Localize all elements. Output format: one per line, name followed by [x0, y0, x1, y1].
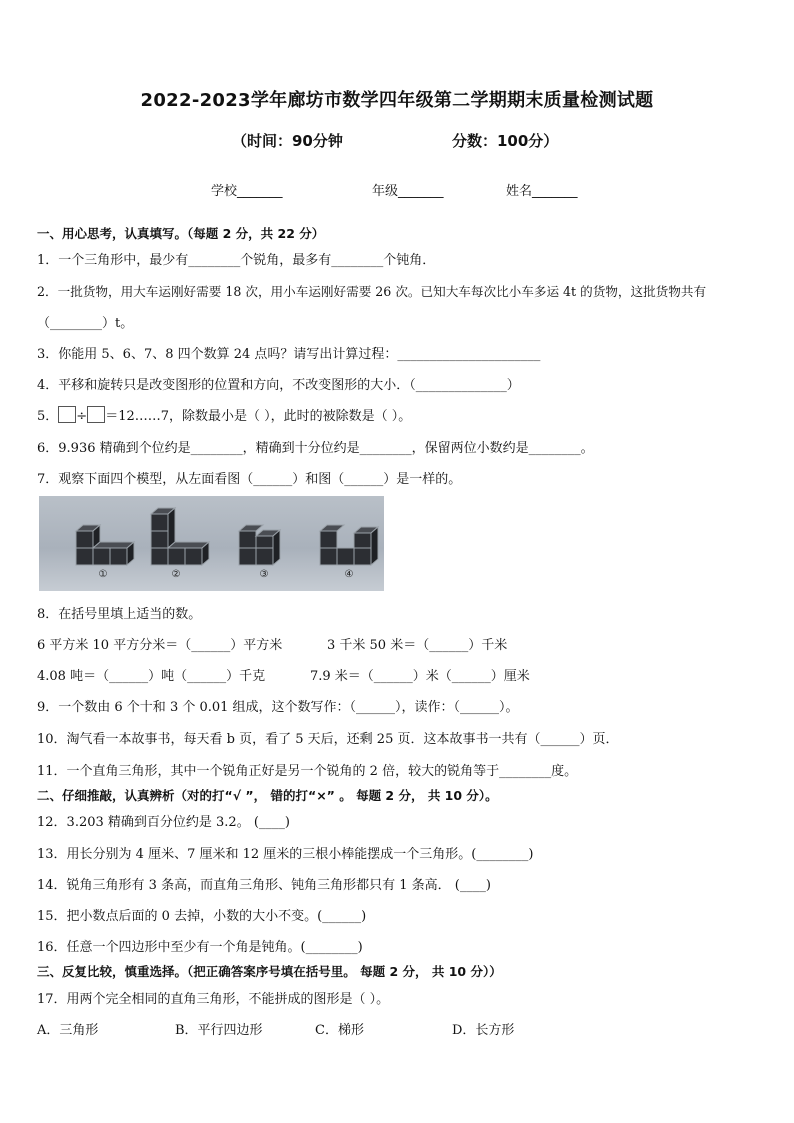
question-10: 10．淘气看一本故事书，每天看 b 页，看了 5 天后，还剩 25 页．这本故事书一共有（______）页． — [37, 732, 619, 747]
section-1-heading: 一、用心思考，认真填写。（每题 2 分，共 22 分） — [37, 226, 325, 241]
question-15: 15．把小数点后面的 0 去掉，小数的大小不变。(______) — [37, 909, 367, 924]
question-12: 12．3.203 精确到百分位约是 3.2。 (____) — [37, 815, 290, 830]
figure-label-1: ① — [98, 569, 108, 580]
model-2 — [151, 508, 209, 565]
option-d: D．长方形 — [452, 1023, 515, 1038]
question-9: 9．一个数由 6 个十和 3 个 0.01 组成，这个数写作：（______），读作：（______）。 — [37, 700, 519, 715]
question-5 — [37, 405, 411, 424]
question-8-item-2: 3 千米 50 米＝（______）千米 — [327, 638, 508, 653]
question-3: 3．你能用 5、6、7、8 四个数算 24 点吗？请写出计算过程：______________________ — [37, 347, 541, 362]
name-field: 姓名_______ — [506, 184, 578, 199]
question-13: 13．用长分别为 4 厘米、7 厘米和 12 厘米的三根小棒能摆成一个三角形。(________) — [37, 847, 534, 862]
section-2-heading: 二、仔细推敲，认真辨析（对的打“√ ”， 错的打“×” 。 每题 2 分， 共 10 分）。 — [37, 788, 498, 803]
option-b: B．平行四边形 — [175, 1023, 263, 1038]
question-8-item-1: 6 平方米 10 平方分米＝（______）平方米 — [37, 638, 283, 653]
figure-label-3: ③ — [259, 569, 269, 580]
option-a: A．三角形 — [37, 1023, 99, 1038]
question-5-text: ＝12……7，除数最小是（ ），此时的被除数是（ ）。 — [105, 409, 412, 424]
figure-label-2: ② — [171, 569, 181, 580]
question-5-prefix: 5． — [37, 409, 59, 424]
question-2-line-2: （________）t。 — [37, 316, 134, 331]
grade-field: 年级_______ — [372, 184, 444, 199]
option-c: C．梯形 — [315, 1023, 364, 1038]
cube-models-drawing — [39, 496, 384, 591]
question-8-item-3: 4.08 吨＝（______）吨（______）千克 — [37, 669, 266, 684]
question-7: 7．观察下面四个模型，从左面看图（______）和图（______）是一样的。 — [37, 472, 462, 487]
exam-score: 分数：100分） — [452, 132, 559, 150]
cube-models-figure — [39, 496, 384, 591]
figure-label-4: ④ — [344, 569, 354, 580]
question-6: 6．9.936 精确到个位约是________，精确到十分位约是________，保留两位小数约是________。 — [37, 441, 594, 456]
model-1 — [76, 525, 134, 565]
model-3 — [239, 525, 280, 565]
question-8-item-4: 7.9 米＝（______）米（______）厘米 — [310, 669, 530, 684]
question-16: 16．任意一个四边形中至少有一个角是钝角。(________) — [37, 940, 363, 955]
question-2-line-1: 2．一批货物，用大车运刚好需要 18 次，用小车运刚好需要 26 次。已知大车每次比小车多运 4t 的货物，这批货物共有 — [37, 284, 707, 299]
school-field: 学校_______ — [211, 184, 283, 199]
question-1: 1．一个三角形中，最少有________个锐角，最多有________个钝角． — [37, 253, 436, 268]
section-3-heading: 三、反复比较，慎重选择。（把正确答案序号填在括号里。 每题 2 分， 共 10 分）） — [37, 964, 502, 979]
question-11: 11．一个直角三角形，其中一个锐角正好是另一个锐角的 2 倍，较大的锐角等于________度。 — [37, 764, 578, 779]
exam-time: （时间：90分钟 — [232, 132, 343, 150]
division-sign: ÷ — [76, 409, 88, 424]
question-17: 17．用两个完全相同的直角三角形，不能拼成的图形是（ ）。 — [37, 992, 390, 1007]
exam-title: 2022-2023学年廊坊市数学四年级第二学期期末质量检测试题 — [140, 90, 654, 111]
model-4 — [320, 525, 378, 565]
dividend-box — [58, 406, 76, 423]
divisor-box — [87, 406, 105, 423]
question-14: 14．锐角三角形有 3 条高，而直角三角形、钝角三角形都只有 1 条高． (____) — [37, 878, 491, 893]
question-4: 4．平移和旋转只是改变图形的位置和方向，不改变图形的大小．（______________） — [37, 378, 520, 393]
question-8: 8．在括号里填上适当的数。 — [37, 607, 202, 622]
